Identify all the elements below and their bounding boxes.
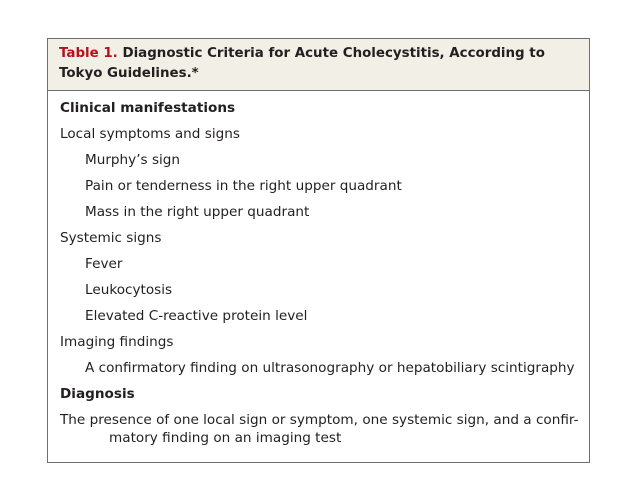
table-body bbox=[48, 91, 589, 447]
diagnosis-text-line2: matory finding on an imaging test bbox=[109, 430, 342, 446]
imaging-heading: Imaging findings bbox=[60, 334, 174, 350]
diagnosis-text-line1: The presence of one local sign or symptom, one systemic sign, and a confir- bbox=[60, 412, 579, 428]
systemic-heading: Systemic signs bbox=[60, 230, 162, 246]
list-item: Elevated C-reactive protein level bbox=[85, 308, 308, 324]
list-item: Mass in the right upper quadrant bbox=[85, 204, 310, 220]
list-item: Pain or tenderness in the right upper quadrant bbox=[85, 178, 402, 194]
table-label: Table 1. bbox=[59, 46, 118, 61]
local-heading: Local symptoms and signs bbox=[60, 126, 240, 142]
table-box bbox=[47, 38, 590, 463]
table-title: Diagnostic Criteria for Acute Cholecystitis, According to Tokyo Guidelines.* bbox=[59, 46, 545, 81]
diagnosis-heading: Diagnosis bbox=[60, 386, 135, 402]
clinical-heading: Clinical manifestations bbox=[60, 100, 236, 116]
list-item: Leukocytosis bbox=[85, 282, 173, 298]
diagnosis-text bbox=[48, 407, 589, 447]
list-item: A confirmatory finding on ultrasonography or hepatobiliary scintigraphy bbox=[85, 360, 575, 376]
table-caption bbox=[48, 39, 589, 91]
list-item: Fever bbox=[85, 256, 123, 272]
list-item: Murphy’s sign bbox=[85, 152, 181, 168]
